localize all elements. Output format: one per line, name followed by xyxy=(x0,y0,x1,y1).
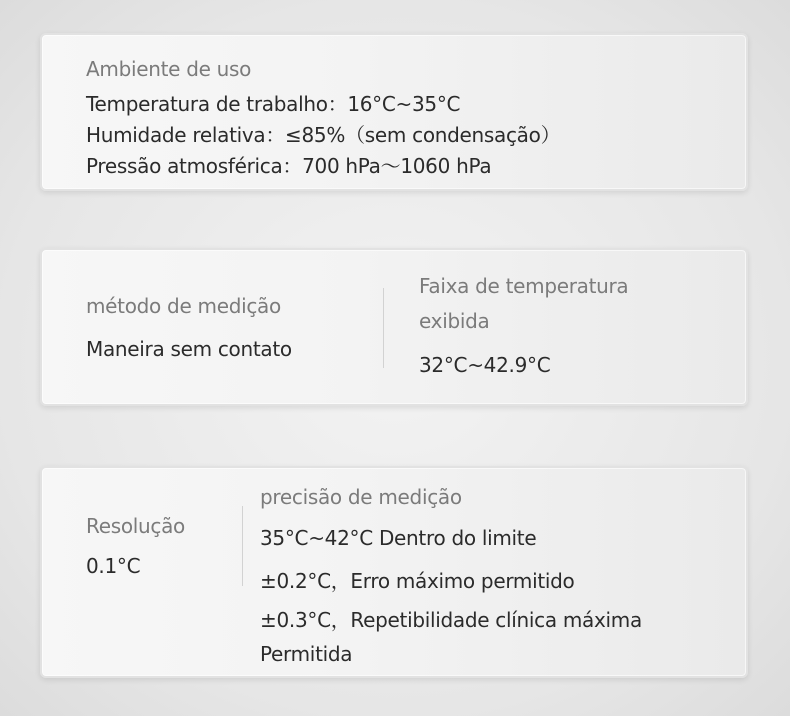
usage-environment-card xyxy=(40,33,748,191)
accuracy-card xyxy=(40,466,748,678)
relative-humidity-text: Humidade relativa：≤85%（sem condensação） xyxy=(86,123,561,147)
max-error-text: ±0.2°C，Erro máximo permitido xyxy=(260,569,575,593)
repeatability-text: ±0.3°C，Repetibilidade clínica máxima xyxy=(260,608,642,632)
display-range-label-line1: Faixa de temperatura xyxy=(419,274,629,298)
card-divider xyxy=(242,506,243,586)
atmospheric-pressure-text: Pressão atmosférica：700 hPa～1060 hPa xyxy=(86,154,492,178)
resolution-label: Resolução xyxy=(86,514,185,538)
resolution-value: 0.1°C xyxy=(86,554,141,578)
measurement-method-label: método de medição xyxy=(86,294,281,318)
usage-environment-heading: Ambiente de uso xyxy=(86,57,252,81)
display-range-value: 32°C~42.9°C xyxy=(419,353,551,377)
working-temperature-text: Temperatura de trabalho：16°C~35°C xyxy=(86,92,461,116)
precision-label: precisão de medição xyxy=(260,485,462,509)
display-range-label-line2: exibida xyxy=(419,309,490,333)
repeatability-text-cont: Permitida xyxy=(260,642,353,666)
precision-range-text: 35°C~42°C Dentro do limite xyxy=(260,526,537,550)
measurement-method-card xyxy=(40,248,748,406)
card-divider xyxy=(383,288,384,368)
measurement-method-value: Maneira sem contato xyxy=(86,337,292,361)
